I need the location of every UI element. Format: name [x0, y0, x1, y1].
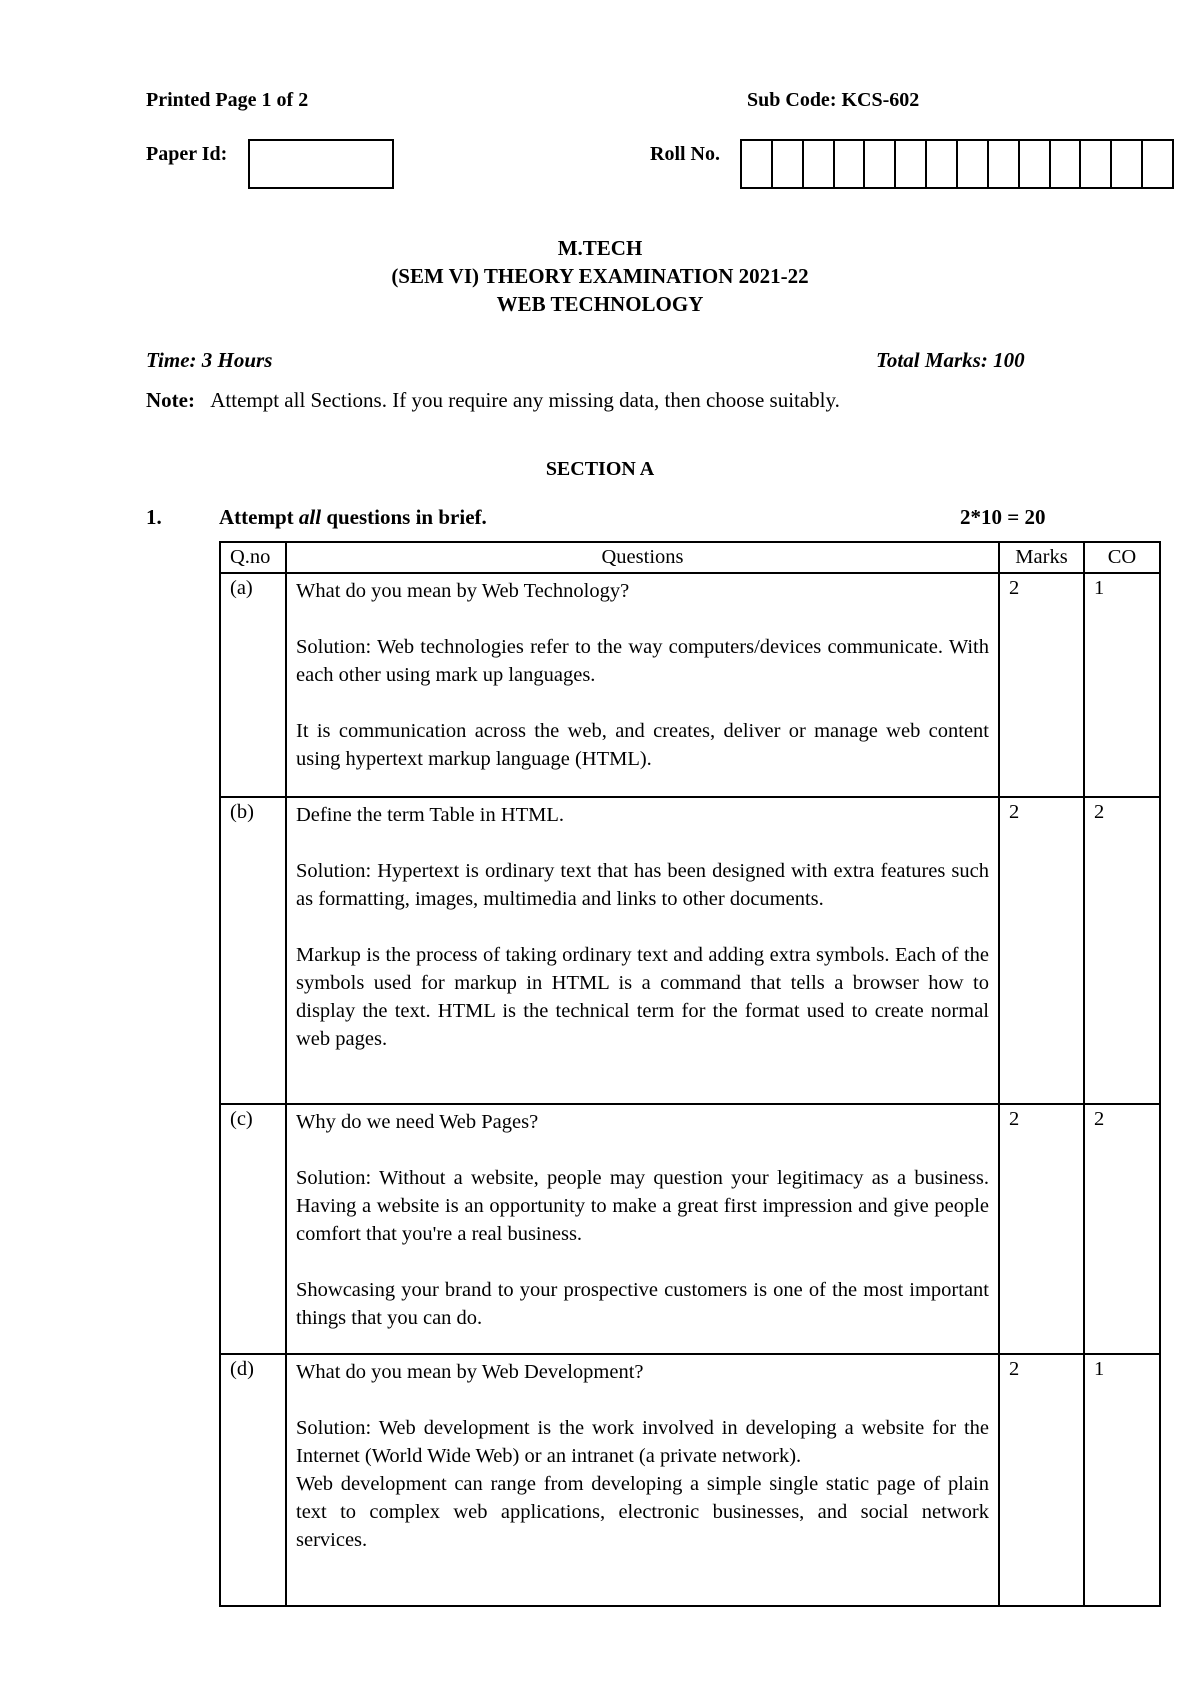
degree-title: M.TECH — [557, 236, 643, 260]
question-text: Why do we need Web Pages? — [296, 1111, 539, 1133]
qno-cell: (a) — [220, 573, 286, 797]
question-cell — [286, 797, 999, 1104]
question-text: Define the term Table in HTML. — [296, 804, 565, 826]
instruction-emphasis: all — [298, 505, 322, 529]
co-cell: 2 — [1084, 1104, 1160, 1354]
marks-formula: 2*10 = 20 — [960, 505, 1046, 529]
question-number: 1. — [146, 505, 162, 529]
roll-no-digit-box[interactable] — [1081, 141, 1112, 187]
table-row — [220, 797, 1160, 1104]
co-cell: 1 — [1084, 1354, 1160, 1606]
section-heading: SECTION A — [545, 458, 655, 480]
roll-no-digit-box[interactable] — [804, 141, 835, 187]
note-label: Note: — [146, 388, 195, 412]
solution-paragraph: Web development can range from developing a simple single static page of plain text to complex web applications, electronic businesses, and social network services. — [296, 1473, 989, 1551]
header-qno: Q.no — [220, 542, 286, 573]
qno-cell: (c) — [220, 1104, 286, 1354]
roll-no-digit-box[interactable] — [927, 141, 958, 187]
roll-no-digit-box[interactable] — [1112, 141, 1143, 187]
instruction-text: Attempt — [219, 505, 299, 529]
marks-cell: 2 — [999, 573, 1084, 797]
table-row — [220, 1104, 1160, 1354]
roll-no-boxes[interactable] — [740, 139, 1174, 189]
header-marks: Marks — [999, 542, 1084, 573]
instruction-text: questions in brief. — [321, 505, 487, 529]
table-row — [220, 573, 1160, 797]
total-marks-label: Total Marks: 100 — [876, 348, 1025, 372]
solution-paragraph: Showcasing your brand to your prospective customers is one of the most important things that you can do. — [296, 1279, 989, 1329]
roll-no-digit-box[interactable] — [742, 141, 773, 187]
qno-cell: (d) — [220, 1354, 286, 1606]
note-line — [146, 388, 840, 413]
paper-id-box[interactable] — [248, 139, 394, 189]
printed-page-label: Printed Page 1 of 2 — [146, 89, 309, 111]
question-instruction — [219, 505, 487, 530]
roll-no-label: Roll No. — [650, 143, 720, 165]
question-cell — [286, 1354, 999, 1606]
roll-no-digit-box[interactable] — [1051, 141, 1082, 187]
question-cell — [286, 573, 999, 797]
roll-no-digit-box[interactable] — [1143, 141, 1172, 187]
paper-id-label: Paper Id: — [146, 143, 228, 165]
exam-title: (SEM VI) THEORY EXAMINATION 2021-22 — [391, 264, 809, 288]
roll-no-digit-box[interactable] — [958, 141, 989, 187]
solution-paragraph: Solution: Web development is the work involved in developing a website for the Internet (World Wide Web) or an intranet (a private network). — [296, 1417, 989, 1467]
question-cell — [286, 1104, 999, 1354]
qno-cell: (b) — [220, 797, 286, 1104]
solution-paragraph: Solution: Web technologies refer to the way computers/devices communicate. With each other using mark up languages. — [296, 636, 989, 686]
note-text: Attempt all Sections. If you require any missing data, then choose suitably. — [210, 388, 840, 412]
question-text: What do you mean by Web Technology? — [296, 580, 630, 602]
time-label: Time: 3 Hours — [146, 348, 273, 372]
table-header-row — [220, 542, 1160, 573]
table-row — [220, 1354, 1160, 1606]
roll-no-digit-box[interactable] — [1020, 141, 1051, 187]
roll-no-digit-box[interactable] — [835, 141, 866, 187]
question-table — [219, 541, 1161, 1607]
solution-paragraph: Markup is the process of taking ordinary text and adding extra symbols. Each of the symbols used for markup in HTML is a command that tells a browser how to display the text. HTML is the technical term for the format used to create normal web pages. — [296, 944, 989, 1050]
header-co: CO — [1084, 542, 1160, 573]
sub-code-label: Sub Code: KCS-602 — [747, 89, 920, 111]
co-cell: 2 — [1084, 797, 1160, 1104]
solution-paragraph: It is communication across the web, and creates, deliver or manage web content using hypertext markup language (HTML). — [296, 720, 989, 770]
marks-cell: 2 — [999, 1354, 1084, 1606]
solution-paragraph: Solution: Hypertext is ordinary text that has been designed with extra features such as formatting, images, multimedia and links to other documents. — [296, 860, 989, 910]
marks-cell: 2 — [999, 1104, 1084, 1354]
roll-no-digit-box[interactable] — [865, 141, 896, 187]
roll-no-digit-box[interactable] — [773, 141, 804, 187]
question-text: What do you mean by Web Development? — [296, 1361, 644, 1383]
marks-cell: 2 — [999, 797, 1084, 1104]
header-questions: Questions — [286, 542, 999, 573]
roll-no-digit-box[interactable] — [896, 141, 927, 187]
solution-paragraph: Solution: Without a website, people may question your legitimacy as a business. Having a website is an opportunity to make a great first impression and give people comfort that you're a real business. — [296, 1167, 989, 1245]
co-cell: 1 — [1084, 573, 1160, 797]
roll-no-digit-box[interactable] — [989, 141, 1020, 187]
subject-title: WEB TECHNOLOGY — [496, 292, 704, 316]
